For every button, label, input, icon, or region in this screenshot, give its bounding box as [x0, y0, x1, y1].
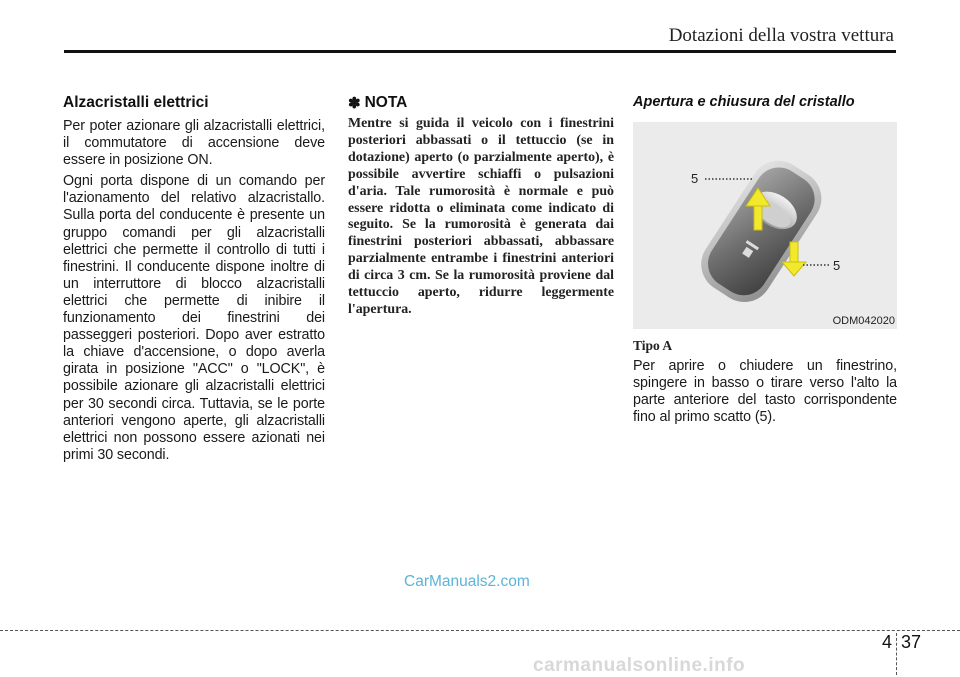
watermark: CarManuals2.com: [404, 573, 530, 590]
footer-logo: carmanualsonline.info: [533, 655, 746, 676]
note-body: Mentre si guida il veicolo con i finestrini posteriori abbassati o il tettuccio (se in dotazione) aperto (o parzialmente aperto), è possibile avvertire schiaffi o pulsazioni d'aria. Tale rumorosità è normale e può essere ridotta o eliminata come indicato di seguito. Se la rumorosità è generata dai finestrini posteriori abbassati, abbassare parzialmente entrambe i finestrini anteriori di circa 3 cm. Se la rumorosità proviene dal tettuccio aperto, ridurre leggermente l'apertura.: [348, 116, 614, 317]
paragraph-2: Ogni porta dispone di un comando per l'azionamento del relativo alzacristallo. Sulla porta del conducente è presente un gruppo comandi per gli alzacristalli elettrici che permette il controllo di tutti i finestrini. Il conducente dispone inoltre di un interruttore di blocco alzacristalli elettrici che permette di inibire il funzionamento dei finestrini dei passeggeri posteriori. Dopo aver estratto la chiave d'accensione, o dopo averla girata in posizione "ACC" o "LOCK", è possibile azionare gli alzacristalli elettrici per 30 secondi circa. Tuttavia, se le porte anteriori vengono aperte, gli alzacristalli elettrici non possono essere azionati nei primi 30 secondi.: [63, 173, 325, 463]
type-label: Tipo A: [633, 338, 673, 353]
header-rule: [64, 50, 896, 53]
window-switch-figure: [633, 122, 897, 329]
switch-housing: [691, 150, 833, 313]
section-title: Alzacristalli elettrici: [63, 94, 209, 111]
chapter-number: 4: [882, 632, 893, 652]
callout-label-top: 5: [691, 171, 699, 186]
column-power-windows: [63, 94, 325, 468]
note-star-icon: ✽: [348, 95, 361, 112]
window-switch-illustration: [633, 122, 897, 329]
paragraph-1: Per poter azionare gli alzacristalli elettrici, il commutatore di accensione deve essere in posizione ON.: [63, 118, 325, 169]
section-title-italic: Apertura e chiusura del cristallo: [633, 94, 855, 110]
note-title: NOTA: [364, 94, 408, 111]
column-window-operation: [633, 94, 897, 430]
column-note: [348, 94, 614, 319]
paragraph-window-instructions: Per aprire o chiudere un finestrino, spingere in basso o tirare verso l'alto la parte anteriore del tasto corrispondente fino al primo scatto (5).: [633, 358, 897, 426]
page-number-separator: [896, 633, 897, 675]
page-number: 37: [901, 632, 922, 652]
footer-divider: [0, 630, 960, 631]
callout-label-bottom: 5: [833, 258, 841, 273]
figure-code: ODM042020: [832, 315, 895, 327]
header-title: Dotazioni della vostra vettura: [668, 25, 894, 46]
note-heading: [348, 94, 614, 112]
